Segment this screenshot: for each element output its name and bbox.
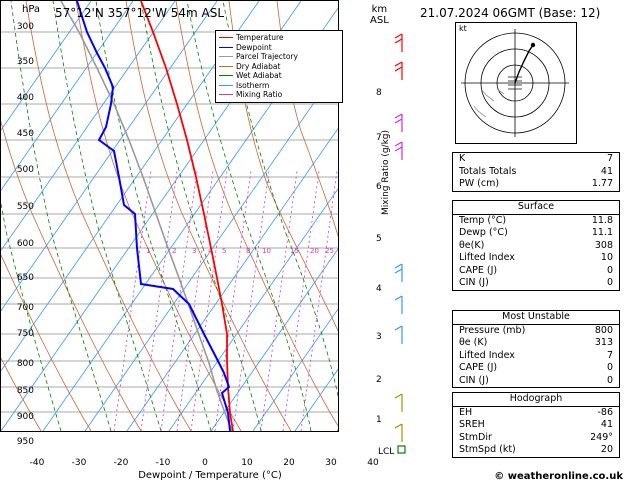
indices-box: [452, 152, 620, 192]
sounding-plot: [0, 0, 339, 432]
pressure-tick-750: 750: [16, 329, 34, 339]
surface-value-lifted-index: 10: [600, 252, 613, 263]
mu-row-pressure: [453, 325, 619, 338]
surface-box: [452, 200, 620, 291]
index-label-k: K: [459, 153, 466, 164]
pressure-tick-800: 800: [16, 359, 34, 369]
pressure-tick-900: 900: [16, 412, 34, 422]
index-row-k: [453, 153, 619, 166]
index-value-pw: 1.77: [591, 178, 613, 189]
index-row-totals-totals: [453, 166, 619, 179]
hodo-label-eh: EH: [459, 406, 473, 418]
temp-tick-10: 10: [241, 458, 253, 468]
surface-heading: Surface: [453, 201, 619, 215]
mu-row-theta-e: [453, 337, 619, 350]
surface-label-temp: Temp (°C): [459, 214, 507, 226]
hodo-label-stmdir: StmDir: [459, 431, 492, 443]
temp-tick--20: -20: [113, 458, 129, 468]
hodograph: [455, 22, 577, 144]
surface-row-cape: [453, 265, 619, 278]
hodo-row-eh: [453, 407, 619, 420]
surface-value-cin: 0: [606, 277, 613, 288]
most-unstable-box: [452, 310, 620, 388]
pressure-tick-650: 650: [16, 273, 34, 283]
mu-value-cin: 0: [606, 374, 613, 386]
hodo-value-stmdir: 249°: [590, 431, 613, 443]
x-axis-title: Dewpoint / Temperature (°C): [138, 470, 282, 481]
legend-label-dry-adiabat: Dry Adiabat: [236, 61, 281, 71]
altitude-tick-6: 6: [376, 182, 382, 192]
surface-row-lifted-index: [453, 252, 619, 265]
legend-label-parcel-trajectory: Parcel Trajectory: [236, 52, 298, 61]
svg-text:25: 25: [325, 247, 334, 255]
mu-label-pressure: Pressure (mb): [459, 324, 526, 336]
mu-value-lifted-index: 7: [606, 349, 613, 361]
pressure-tick-950: 950: [16, 437, 34, 447]
svg-text:3: 3: [192, 247, 197, 255]
hodo-row-stmspd: [453, 444, 619, 457]
surface-row-theta-e: [453, 240, 619, 253]
legend-swatch-isotherm: [219, 85, 233, 86]
altitude-tick-3: 3: [376, 332, 382, 342]
legend-label-wet-adiabat: Wet Adiabat: [236, 71, 282, 80]
surface-label-dewp: Dewp (°C): [459, 227, 508, 238]
altitude-tick-4: 4: [376, 284, 382, 294]
index-row-pw: [453, 178, 619, 191]
index-label-totals-totals: Totals Totals: [459, 165, 517, 177]
pressure-tick-850: 850: [16, 386, 34, 396]
copyright-footer: © weatheronline.co.uk: [494, 471, 623, 482]
legend-swatch-dry-adiabat: [219, 66, 233, 67]
legend-label-temperature: Temperature: [236, 33, 284, 42]
hodo-row-sreh: [453, 419, 619, 432]
temp-tick-40: 40: [367, 458, 379, 468]
temp-tick--40: -40: [29, 458, 45, 468]
pressure-tick-700: 700: [16, 303, 34, 313]
chart-legend: [215, 30, 339, 103]
hodo-value-sreh: 41: [600, 419, 613, 430]
altitude-tick-7: 7: [376, 133, 382, 143]
index-value-totals-totals: 41: [600, 165, 613, 177]
svg-text:1: 1: [146, 247, 151, 255]
legend-label-mixing-ratio: Mixing Ratio: [236, 90, 283, 99]
surface-row-cin: [453, 277, 619, 290]
surface-label-lifted-index: Lifted Index: [459, 252, 515, 263]
mu-row-cin: [453, 375, 619, 388]
mu-label-theta-e: θe (K): [459, 337, 488, 348]
legend-item-isotherm: [219, 81, 339, 91]
mu-value-pressure: 800: [594, 324, 613, 336]
legend-item-wet-adiabat: [219, 71, 339, 81]
svg-text:10: 10: [262, 247, 271, 255]
mu-label-lifted-index: Lifted Index: [459, 349, 515, 361]
pressure-tick-550: 550: [16, 202, 34, 212]
svg-text:2: 2: [172, 247, 177, 255]
index-label-pw: PW (cm): [459, 178, 500, 189]
surface-row-temp: [453, 215, 619, 228]
legend-item-temperature: [219, 33, 339, 43]
altitude-tick-5: 5: [376, 234, 382, 244]
temp-tick--30: -30: [71, 458, 87, 468]
surface-value-theta-e: 308: [594, 239, 613, 251]
altitude-axis-label-line1: km: [371, 4, 388, 15]
surface-value-temp: 11.8: [591, 214, 613, 226]
pressure-tick-300: 300: [16, 22, 34, 32]
svg-text:5: 5: [222, 247, 227, 255]
legend-swatch-parcel-trajectory: [219, 56, 233, 57]
surface-label-cin: CIN (J): [459, 277, 489, 288]
hodo-row-stmdir: [453, 432, 619, 445]
mu-label-cin: CIN (J): [459, 374, 489, 386]
hodo-value-eh: -86: [597, 406, 613, 418]
altitude-tick-8: 8: [376, 88, 382, 98]
surface-value-cape: 0: [606, 264, 613, 276]
pressure-tick-400: 400: [16, 93, 34, 103]
mu-row-lifted-index: [453, 350, 619, 363]
altitude-tick-1: 1: [376, 415, 382, 425]
hodograph-unit-label: kt: [459, 24, 467, 33]
legend-item-mixing-ratio: [219, 90, 339, 100]
wind-barb-column: [392, 26, 412, 456]
mu-value-theta-e: 313: [594, 337, 613, 348]
temp-tick-0: 0: [202, 458, 208, 468]
mu-row-cape: [453, 362, 619, 375]
pressure-tick-600: 600: [16, 239, 34, 249]
surface-value-dewp: 11.1: [591, 227, 613, 238]
legend-item-dewpoint: [219, 43, 339, 53]
legend-swatch-dewpoint: [219, 47, 233, 48]
pressure-tick-350: 350: [16, 57, 34, 67]
legend-swatch-wet-adiabat: [219, 75, 233, 76]
lcl-label: LCL: [378, 447, 395, 457]
svg-text:4: 4: [208, 247, 213, 255]
surface-label-theta-e: θe(K): [459, 239, 485, 251]
svg-text:15: 15: [290, 247, 299, 255]
legend-label-dewpoint: Dewpoint: [236, 42, 272, 52]
surface-row-dewp: [453, 227, 619, 240]
hodo-label-sreh: SREH: [459, 419, 485, 430]
hodo-value-stmspd: 20: [600, 444, 613, 455]
legend-swatch-mixing-ratio: [219, 94, 233, 95]
mu-value-cape: 0: [606, 362, 613, 373]
altitude-axis-label-line2: ASL: [370, 15, 389, 26]
mixing-ratio-axis-label: Mixing Ratio (g/kg): [381, 129, 391, 215]
temp-tick-20: 20: [283, 458, 295, 468]
most-unstable-heading: Most Unstable: [453, 311, 619, 325]
legend-item-parcel-trajectory: [219, 52, 339, 62]
mu-label-cape: CAPE (J): [459, 362, 498, 373]
temp-tick-30: 30: [325, 458, 337, 468]
svg-text:20: 20: [310, 247, 319, 255]
pressure-tick-450: 450: [16, 129, 34, 139]
date-title: 21.07.2024 06GMT (Base: 12): [420, 6, 601, 20]
legend-label-isotherm: Isotherm: [236, 80, 270, 90]
hodograph-stats-box: [452, 392, 620, 458]
altitude-axis-label: [370, 4, 389, 26]
pressure-tick-500: 500: [16, 165, 34, 175]
pressure-axis-label: hPa: [22, 4, 41, 15]
hodograph-stats-heading: Hodograph: [453, 393, 619, 407]
station-title: 57°12'N 357°12'W 54m ASL: [55, 6, 225, 20]
legend-item-dry-adiabat: [219, 62, 339, 72]
index-value-k: 7: [606, 153, 613, 164]
altitude-tick-2: 2: [376, 375, 382, 385]
surface-label-cape: CAPE (J): [459, 264, 498, 276]
svg-text:8: 8: [246, 247, 251, 255]
legend-swatch-temperature: [219, 37, 233, 38]
hodo-label-stmspd: StmSpd (kt): [459, 444, 516, 455]
temp-tick--10: -10: [155, 458, 171, 468]
